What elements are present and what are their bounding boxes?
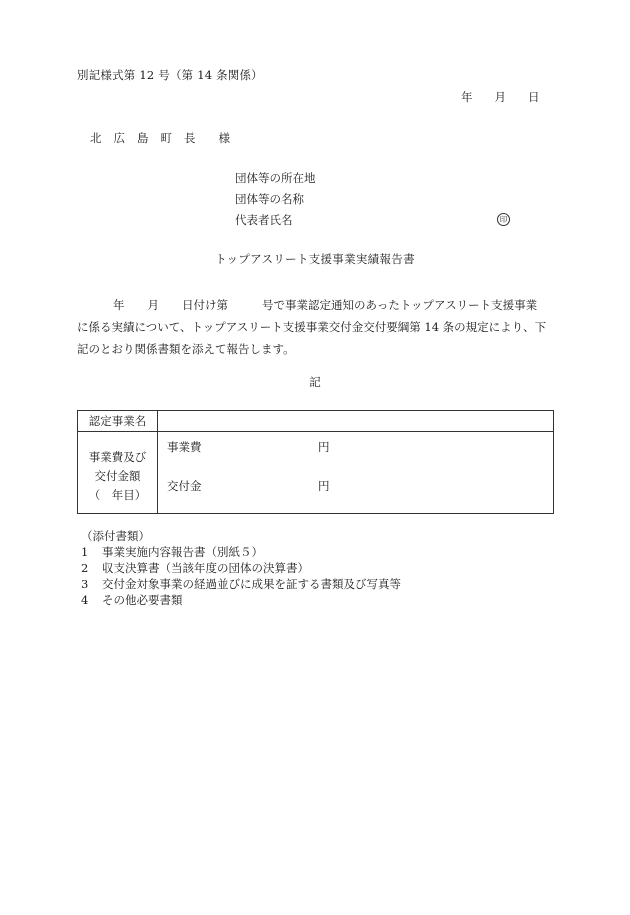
- attachments: [81, 530, 401, 610]
- date-line: [461, 92, 540, 104]
- table-row-amounts: [78, 432, 554, 514]
- date-month-label: 月: [494, 90, 506, 104]
- attachment-item: [81, 578, 401, 594]
- amounts-label-line-1: 事業費及び: [88, 450, 147, 464]
- cost-line: [158, 432, 553, 472]
- body-dated: 日付け第: [182, 298, 228, 312]
- addressee-char: 広: [113, 131, 125, 145]
- body-month: 月: [147, 298, 159, 312]
- addressee-honorific: 様: [218, 131, 230, 145]
- amounts-label-line-3: （ 年目）: [88, 488, 147, 502]
- attachment-item: [81, 594, 401, 610]
- table-row-project-name: [78, 411, 554, 432]
- applicant-representative-label: 代表者氏名: [235, 213, 293, 227]
- attachment-text: 事業実施内容報告書（別紙５）: [102, 545, 263, 559]
- grant-line: [158, 472, 553, 512]
- form-number: 別記様式第 12 号（第 14 条関係）: [77, 68, 263, 82]
- addressee-char: 長: [184, 131, 196, 145]
- addressee: [90, 133, 230, 145]
- body-line-2: に係る実績について、トップアスリート支援事業交付金交付要綱第 14 条の規定により、下: [77, 320, 547, 334]
- addressee-char: 島: [137, 131, 149, 145]
- body-line-1-rest: 号で事業認定通知のあったトップアスリート支援事業: [262, 298, 538, 312]
- seal-mark: 印: [497, 213, 510, 226]
- attachment-item: [81, 546, 401, 562]
- cost-unit: 円: [318, 440, 330, 454]
- project-name-field[interactable]: [158, 411, 554, 432]
- body-text: [77, 294, 557, 360]
- attachment-item: [81, 562, 401, 578]
- attachments-heading: （添付書類）: [81, 529, 150, 543]
- date-day-label: 日: [528, 90, 540, 104]
- project-name-label: 認定事業名: [78, 411, 158, 432]
- applicant-block: [235, 172, 316, 235]
- ki-heading: 記: [309, 375, 321, 389]
- info-table: [77, 410, 554, 514]
- attachment-number: 4: [81, 593, 89, 607]
- grant-label: 交付金: [167, 479, 202, 493]
- grant-unit: 円: [318, 479, 330, 493]
- date-year-label: 年: [461, 90, 473, 104]
- attachment-text: その他必要書類: [102, 593, 183, 607]
- document-title: トップアスリート支援事業実績報告書: [215, 252, 415, 266]
- attachment-number: 3: [81, 577, 89, 591]
- applicant-name-label: 団体等の名称: [235, 192, 304, 206]
- applicant-address-label: 団体等の所在地: [235, 171, 316, 185]
- body-line-1: [77, 294, 557, 316]
- attachment-text: 交付金対象事業の経過並びに成果を証する書類及び写真等: [102, 577, 401, 591]
- amounts-label-cell: [78, 432, 158, 514]
- body-year: 年: [113, 298, 125, 312]
- addressee-char: 北: [90, 131, 102, 145]
- cost-label: 事業費: [167, 440, 202, 454]
- attachment-number: 2: [81, 561, 89, 575]
- amounts-value-cell[interactable]: [158, 432, 554, 514]
- body-line-3: 記のとおり関係書類を添えて報告します。: [77, 342, 295, 356]
- addressee-char: 町: [160, 131, 172, 145]
- amounts-label-line-2: 交付金額: [94, 469, 141, 483]
- attachment-number: 1: [81, 545, 89, 559]
- attachment-text: 収支決算書（当該年度の団体の決算書）: [102, 561, 309, 575]
